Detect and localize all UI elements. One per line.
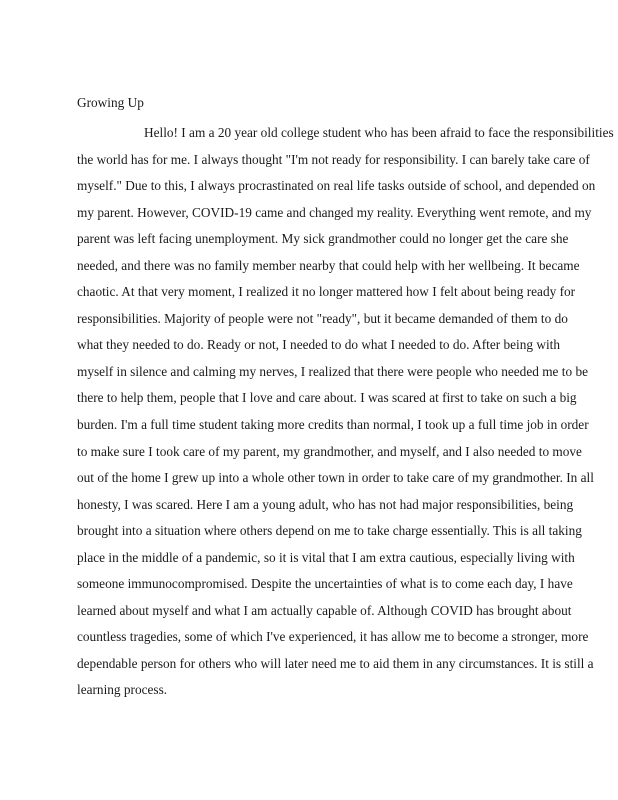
text-line: needed, and there was no family member nearby that could help with her wellbeing. It became — [77, 257, 580, 273]
text-line: what they needed to do. Ready or not, I needed to do what I needed to do. After being with — [77, 337, 560, 353]
text-line: place in the middle of a pandemic, so it is vital that I am extra cautious, especially living with — [77, 549, 575, 565]
text-line: responsibilities. Majority of people were not "ready", but it became demanded of them to do — [77, 310, 568, 326]
text-line: myself." Due to this, I always procrastinated on real life tasks outside of school, and depended on — [77, 178, 596, 194]
text-line: parent was left facing unemployment. My sick grandmother could no longer get the care she — [77, 231, 569, 247]
text-line: there to help them, people that I love and care about. I was scared at first to take on such a big — [77, 390, 577, 406]
text-line: out of the home I grew up into a whole other town in order to take care of my grandmother. In all — [77, 470, 594, 486]
text-line: learned about myself and what I am actually capable of. Although COVID has brought about — [77, 602, 572, 618]
text-line: myself in silence and calming my nerves, I realized that there were people who needed me to be — [77, 363, 588, 379]
text-line: Hello! I am a 20 year old college student who has been afraid to face the responsibilities — [144, 125, 614, 140]
text-line: countless tragedies, some of which I've experienced, it has allow me to become a stronger, more — [77, 629, 589, 645]
text-line: brought into a situation where others depend on me to take charge essentially. This is all taking — [77, 523, 582, 539]
document-title: Growing Up — [77, 95, 144, 110]
text-line: burden. I'm a full time student taking more credits than normal, I took up a full time job in order — [77, 417, 589, 433]
text-line: the world has for me. I always thought "I'm not ready for responsibility. I can barely take care of — [77, 151, 590, 167]
essay-paragraph — [77, 120, 614, 704]
text-line: my parent. However, COVID-19 came and changed my reality. Everything went remote, and my — [77, 204, 592, 220]
text-line: dependable person for others who will later need me to aid them in any circumstances. It is still a — [77, 655, 594, 671]
text-line: learning process. — [77, 682, 168, 698]
text-line: chaotic. At that very moment, I realized it no longer mattered how I felt about being ready for — [77, 284, 576, 300]
text-line: honesty, I was scared. Here I am a young adult, who has not had major responsibilities, being — [77, 496, 574, 512]
text-line: someone immunocompromised. Despite the uncertainties of what is to come each day, I have — [77, 576, 573, 592]
text-line: to make sure I took care of my parent, my grandmother, and myself, and I also needed to move — [77, 443, 582, 459]
